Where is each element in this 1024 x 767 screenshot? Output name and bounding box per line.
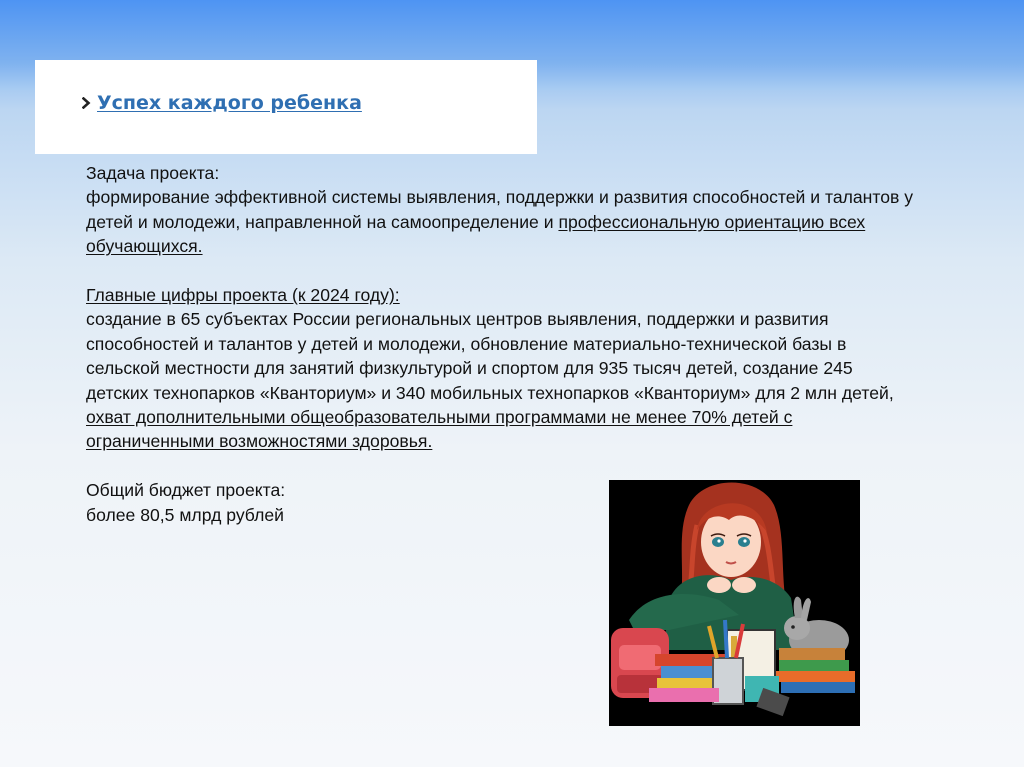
- chevron-right-icon: [82, 95, 91, 113]
- budget-heading: Общий бюджет проекта:: [86, 480, 286, 501]
- task-text: формирование эффективной системы выявления, поддержки и развития способностей и талантов у детей и молодежи, направленной на самоопределение и: [86, 187, 914, 232]
- girl-with-books-and-rabbit-illustration: [609, 480, 860, 726]
- task-heading: Задача проекта:: [86, 163, 220, 183]
- task-text-underlined: профессиональную ориентацию всех обучающихся.: [86, 211, 866, 257]
- budget-text: более 80,5 млрд рублей: [86, 504, 284, 525]
- figures-text-underlined: охват дополнительными общеобразовательными программами не менее 70% детей с ограниченными возможностями здоровья.: [86, 407, 793, 452]
- figures-paragraph: [86, 307, 916, 453]
- task-paragraph: [86, 185, 916, 258]
- project-title-link[interactable]: [82, 92, 362, 114]
- figures-heading: Главные цифры проекта (к 2024 году):: [86, 285, 400, 306]
- project-title-text[interactable]: Успех каждого ребенка: [97, 92, 362, 114]
- slide-content: [86, 161, 916, 527]
- figures-text: создание в 65 субъектах России региональных центров выявления, поддержки и развития способностей и талантов у детей и молодежи, обновление материально-технической базы в сельской местности для занятий физкультурой и спортом для 935 тысяч детей, создание 245 детских технопарков «Кванториум» и 340 мобильных технопарков «Кванториум» для 2 млн детей,: [86, 309, 894, 403]
